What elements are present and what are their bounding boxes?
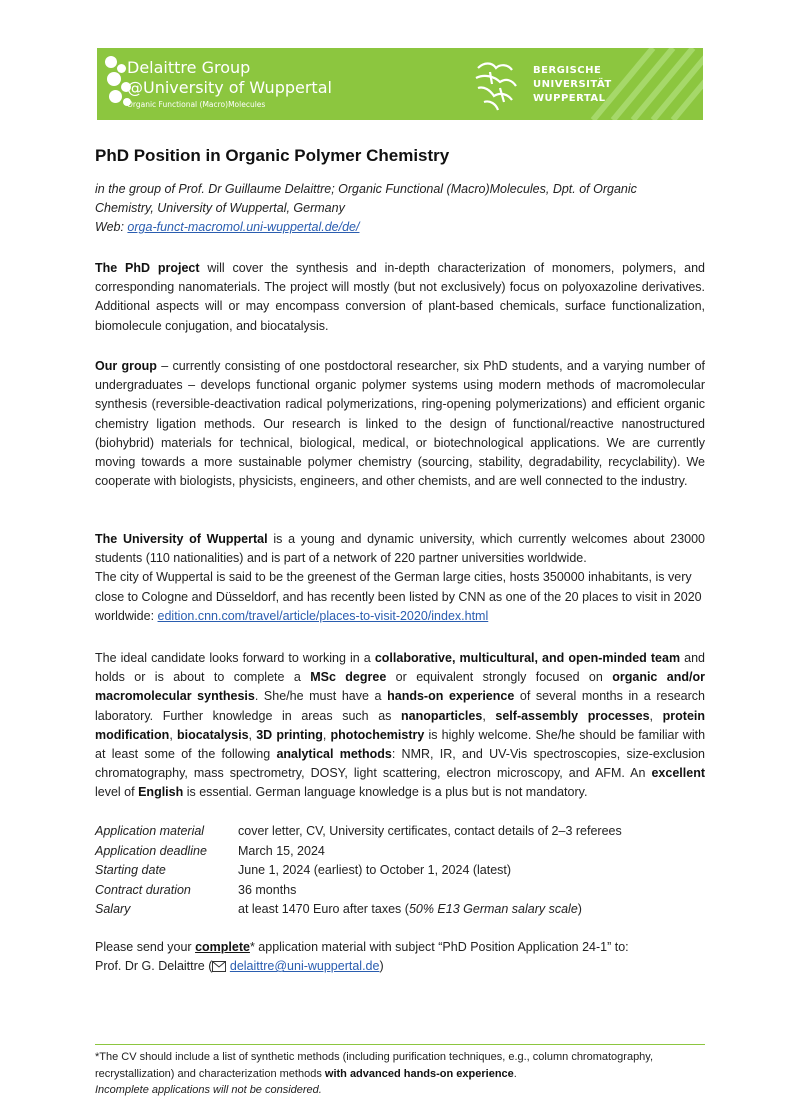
group-website-link[interactable]: orga-funct-macromol.uni-wuppertal.de/de/ (127, 220, 360, 235)
detail-value: 36 months (238, 882, 297, 897)
page-title: PhD Position in Organic Polymer Chemistry (95, 146, 450, 165)
header-banner (97, 48, 703, 120)
candidate-text: . She/he must have a (254, 689, 388, 704)
detail-label: Contract duration (95, 882, 191, 897)
candidate-bold: excellent (651, 766, 705, 781)
candidate-bold: protein modification (95, 708, 705, 742)
candidate-bold: hands-on experience (387, 689, 515, 704)
candidate-text: and holds or is about to complete a (95, 651, 705, 685)
candidate-bold: 3D printing (256, 727, 323, 742)
send-bold: complete (195, 940, 250, 954)
candidate-text: or equivalent strongly focused on (386, 670, 613, 685)
web-line (95, 218, 705, 237)
cnn-link[interactable]: edition.cnn.com/travel/article/places-to-visit-2020/index.html (157, 608, 489, 623)
detail-row (95, 861, 622, 881)
contact-close: ) (379, 959, 384, 974)
detail-value (238, 900, 582, 920)
contact-name: Prof. Dr G. Delaittre ( (95, 959, 213, 974)
candidate-text: is essential. German language knowledge is a plus but is not mandatory. (183, 785, 588, 800)
group-subtitle: Organic Functional (Macro)Molecules (127, 100, 266, 109)
candidate-bold: analytical methods (276, 747, 392, 762)
detail-row (95, 842, 622, 862)
detail-label: Application material (95, 824, 205, 838)
detail-row (95, 822, 622, 842)
candidate-text: , (169, 727, 177, 742)
send-line (95, 938, 705, 957)
intro-line: Chemistry, University of Wuppertal, Germany (95, 201, 345, 216)
mail-icon (212, 961, 226, 972)
application-details (95, 822, 622, 920)
contact-line (95, 957, 705, 976)
detail-label: Application deadline (95, 843, 207, 858)
candidate-bold: biocatalysis (176, 727, 249, 742)
candidate-text: , (322, 727, 331, 742)
send-text: * application material with subject “PhD Position Application 24-1” to: (249, 940, 629, 954)
university-intro (95, 530, 705, 568)
group-paragraph (95, 357, 705, 491)
candidate-text: , (649, 708, 663, 723)
candidate-bold: English (138, 785, 184, 800)
candidate-text: : NMR, IR, and UV-Vis spectroscopies, size-exclusion chromatography, mass spectrometry, DOSY, light scattering, electron microscopy, and AFM. An (95, 747, 705, 781)
city-text (95, 568, 705, 626)
candidate-text: is highly welcome. She/he should be familiar with at least some of the following (95, 727, 706, 762)
city-description: The city of Wuppertal is said to be the greenest of the German large cities, hosts 350000 inhabitants, is very close to Cologne and Düsseldorf, and has recently been listed by CNN as one of the 20 places to visit in 2020 worldwide: (95, 570, 702, 623)
candidate-text: level of (95, 785, 139, 800)
lion-crest-icon (470, 58, 520, 112)
detail-value: cover letter, CV, University certificates, contact details of 2–3 referees (238, 824, 622, 838)
university-name: BERGISCHE UNIVERSITÄT WUPPERTAL (533, 65, 612, 104)
candidate-bold: nanoparticles (401, 708, 483, 723)
group-name: Delaittre Group @University of Wuppertal (127, 58, 332, 97)
salary-text: ) (577, 902, 582, 916)
group-lead: Our group (95, 359, 157, 373)
footnote-bold: with advanced hands-on experience (324, 1067, 514, 1080)
detail-row (95, 881, 622, 901)
salary-scale: 50% E13 German salary scale (408, 902, 578, 916)
candidate-bold: photochemistry (330, 727, 425, 742)
project-lead: The PhD project (95, 261, 200, 275)
candidate-text: , (248, 727, 257, 742)
footnote-divider (95, 1044, 705, 1045)
candidate-bold: self-assembly processes (495, 708, 650, 723)
email-link[interactable]: delaittre@uni-wuppertal.de (229, 959, 380, 974)
detail-value: June 1, 2024 (earliest) to October 1, 2024 (latest) (238, 863, 512, 877)
footnote-text: *The CV should include a list of synthetic methods (including purification techniques, e.g., column chromatography, recrystallization) and characterization methods (95, 1051, 654, 1080)
intro-line: in the group of Prof. Dr Guillaume Delaittre; Organic Functional (Macro)Molecules, Dpt. of Organic (95, 182, 637, 196)
detail-label: Starting date (95, 863, 166, 877)
candidate-text: The ideal candidate looks forward to working in a (95, 651, 375, 665)
group-text: – currently consisting of one postdoctoral researcher, six PhD students, and a varying number of undergraduates – develops functional organic polymer systems using modern methods of macromolecular synthesis (reversible-deactivation radical polymerizations, ring-opening polymerizations) and efficient organic chemistry ligation methods. Our research is linked to the design of functional/reactive nanostructured (biohybrid) materials for technical, biological, medical, or biotechnological applications. We are currently moving towards a more sustainable polymer chemistry (sourcing, stability, degradability, recyclability). We cooperate with biologists, physicists, engineers, and other chemists, and are well connected to the industry. (95, 359, 706, 489)
salary-text: at least 1470 Euro after taxes ( (238, 902, 409, 916)
candidate-text: of several months in a research laboratory. Further knowledge in areas such as (95, 689, 705, 723)
send-instructions (95, 938, 705, 976)
candidate-bold: MSc degree (310, 670, 387, 685)
university-lead: The University of Wuppertal (95, 532, 268, 546)
footnote (95, 1049, 705, 1099)
detail-label: Salary (95, 902, 131, 916)
detail-row (95, 900, 622, 920)
footnote-warning: Incomplete applications will not be considered. (95, 1084, 322, 1096)
candidate-bold: collaborative, multicultural, and open-minded team (374, 651, 681, 665)
project-paragraph (95, 259, 705, 336)
project-text: will cover the synthesis and in-depth characterization of monomers, polymers, and corresponding nanomaterials. The project will mostly (but not exclusively) focus on polyoxazoline derivatives. Additional aspects will or may encompass conversion of plant-based chemicals, surface functionalization, biomolecule conjugation, and biocatalysis. (95, 261, 706, 333)
university-text: is a young and dynamic university, which currently welcomes about 23000 students (110 nationalities) and is part of a network of 220 partner universities worldwide. (95, 532, 706, 566)
footnote-text: . (513, 1067, 517, 1080)
send-text: Please send your (95, 940, 196, 954)
detail-value: March 15, 2024 (238, 843, 325, 858)
university-paragraph (95, 530, 705, 626)
candidate-text: , (482, 708, 496, 723)
candidate-paragraph (95, 649, 705, 803)
intro-block (95, 180, 705, 238)
web-label: Web: (95, 220, 128, 235)
candidate-bold: organic and/or macromolecular synthesis (95, 670, 705, 704)
